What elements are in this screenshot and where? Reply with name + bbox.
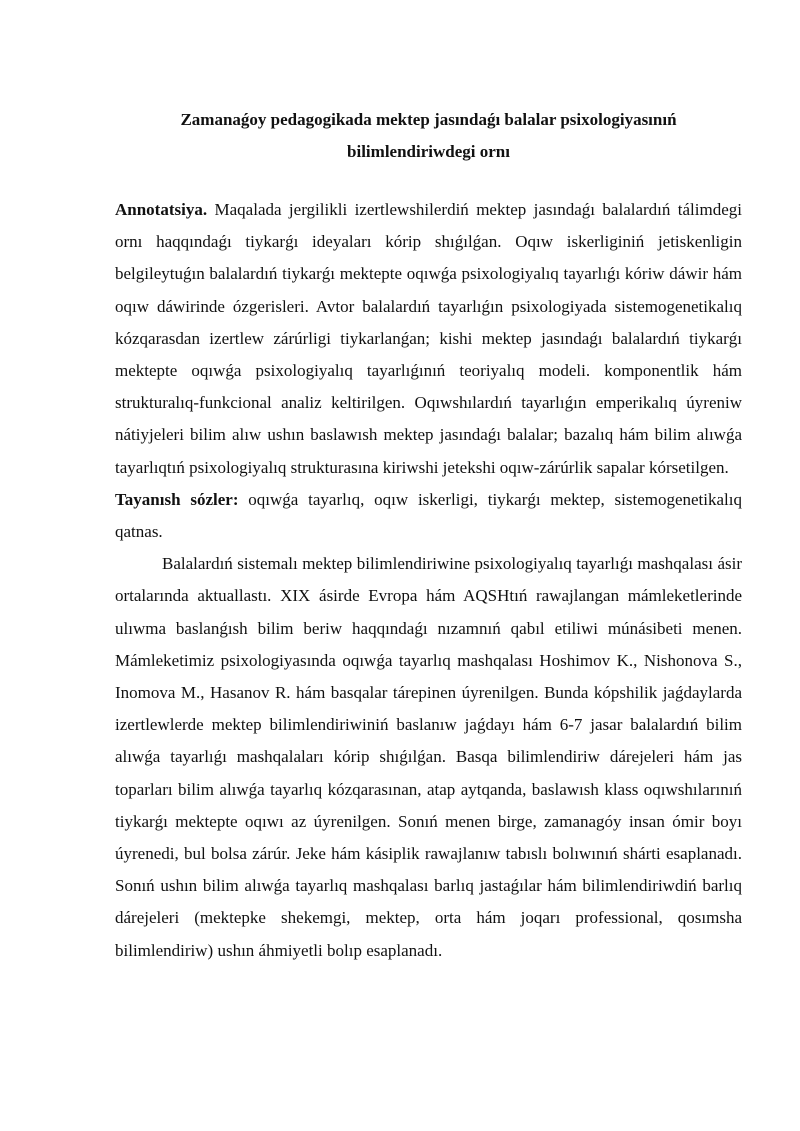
keywords-label: Tayanısh sózler: [115, 489, 239, 509]
article-title [115, 104, 742, 168]
document-page [115, 104, 742, 967]
body-paragraph: Balalardıń sistemalı mektep bilimlendiriwine psixologiyalıq tayarlıǵı mashqalası ásir ortalarında aktuallastı. XIX ásirde Evropa hám AQSHtıń rawajlangan mámleketlerinde ulıwma baslanǵısh bilim beriw haqqındaǵı nızamnıń qabıl etiliwi múnásibeti menen. Mámleketimiz psixologiyasında oqıwǵa tayarlıq mashqalası Hoshimov K., Nishonova S., Inomova M., Hasanov R. hám basqalar tárepinen úyrenilgen. Bunda kópshilik jaǵdaylarda izertlewlerde mektep bilimlendiriwiniń baslanıw jaǵdayı hám 6-7 jasar balalardıń bilim alıwǵa tayarlıǵı mashqalaları kórip shıǵılǵan. Basqa bilimlendiriw dárejeleri hám jas toparları bilim alıwǵa tayarlıq kózqarasınan, atap aytqanda, baslawısh klass oqıwshılarınıń tiykarǵı mektepte oqıwı az úyrenilgen. Sonıń menen birge, zamanagóy insan ómir boyı úyrenedi, bul bolsa zárúr. Jeke hám kásiplik rawajlanıw tabıslı bolıwınıń shárti esaplanadı. Sonıń ushın bilim alıwǵa tayarlıq mashqalası barlıq jastaǵılar hám bilimlendiriwdiń barlıq dárejeleri (mektepke shekemgi, mektep, orta hám joqarı professional, qosımsha bilimlendiriw) ushın áhmiyetli bolıp esaplanadı. [115, 554, 742, 960]
annotation-paragraph [115, 194, 742, 484]
article-title-line-1: Zamanaǵoy pedagogikada mektep jasındaǵı balalar psixologiyasınıń [180, 110, 677, 129]
annotation-text: Maqalada jergilikli izertlewshilerdiń mektep jasındaǵı balalardıń tálimdegi ornı haqqındaǵı tiykarǵı ideyaları kórip shıǵılǵan. Oqıw iskerliginiń jetiskenligin belgileytuǵın balalardıń tiykarǵı mektepte oqıwǵa psixologiyalıq tayarlıǵı kóriw dáwir hám oqıw dáwirinde ózgerisleri. Avtor balalardıń tayarlıǵın psixologiyada sistemogenetikalıq kózqarasdan izertlew zárúrligi tiykarlanǵan; kishi mektep jasındaǵı balalardıń tiykarǵı mektepte oqıwǵa psixologiyalıq tayarlıǵınıń teoriyalıq modeli. komponentlik hám strukturalıq-funkcional analiz keltirilgen. Oqıwshılardıń tayarlıǵın emperikalıq úyreniw nátiyjeleri bilim alıw ushın baslawısh mektep jasındaǵı balalar; bazalıq hám bilim alıwǵa tayarlıqtıń psixologiyalıq strukturasına kiriwshi jetekshi oqıw-zárúrlik sapalar kórsetilgen. [115, 200, 742, 477]
keywords-text: oqıwǵa tayarlıq, oqıw iskerligi, tiykarǵı mektep, sistemogenetikalıq qatnas. [115, 489, 742, 542]
annotation-label: Annotatsiya. [115, 200, 208, 219]
article-title-line-2: bilimlendiriwdegi ornı [347, 142, 510, 161]
keywords-paragraph [115, 484, 742, 548]
